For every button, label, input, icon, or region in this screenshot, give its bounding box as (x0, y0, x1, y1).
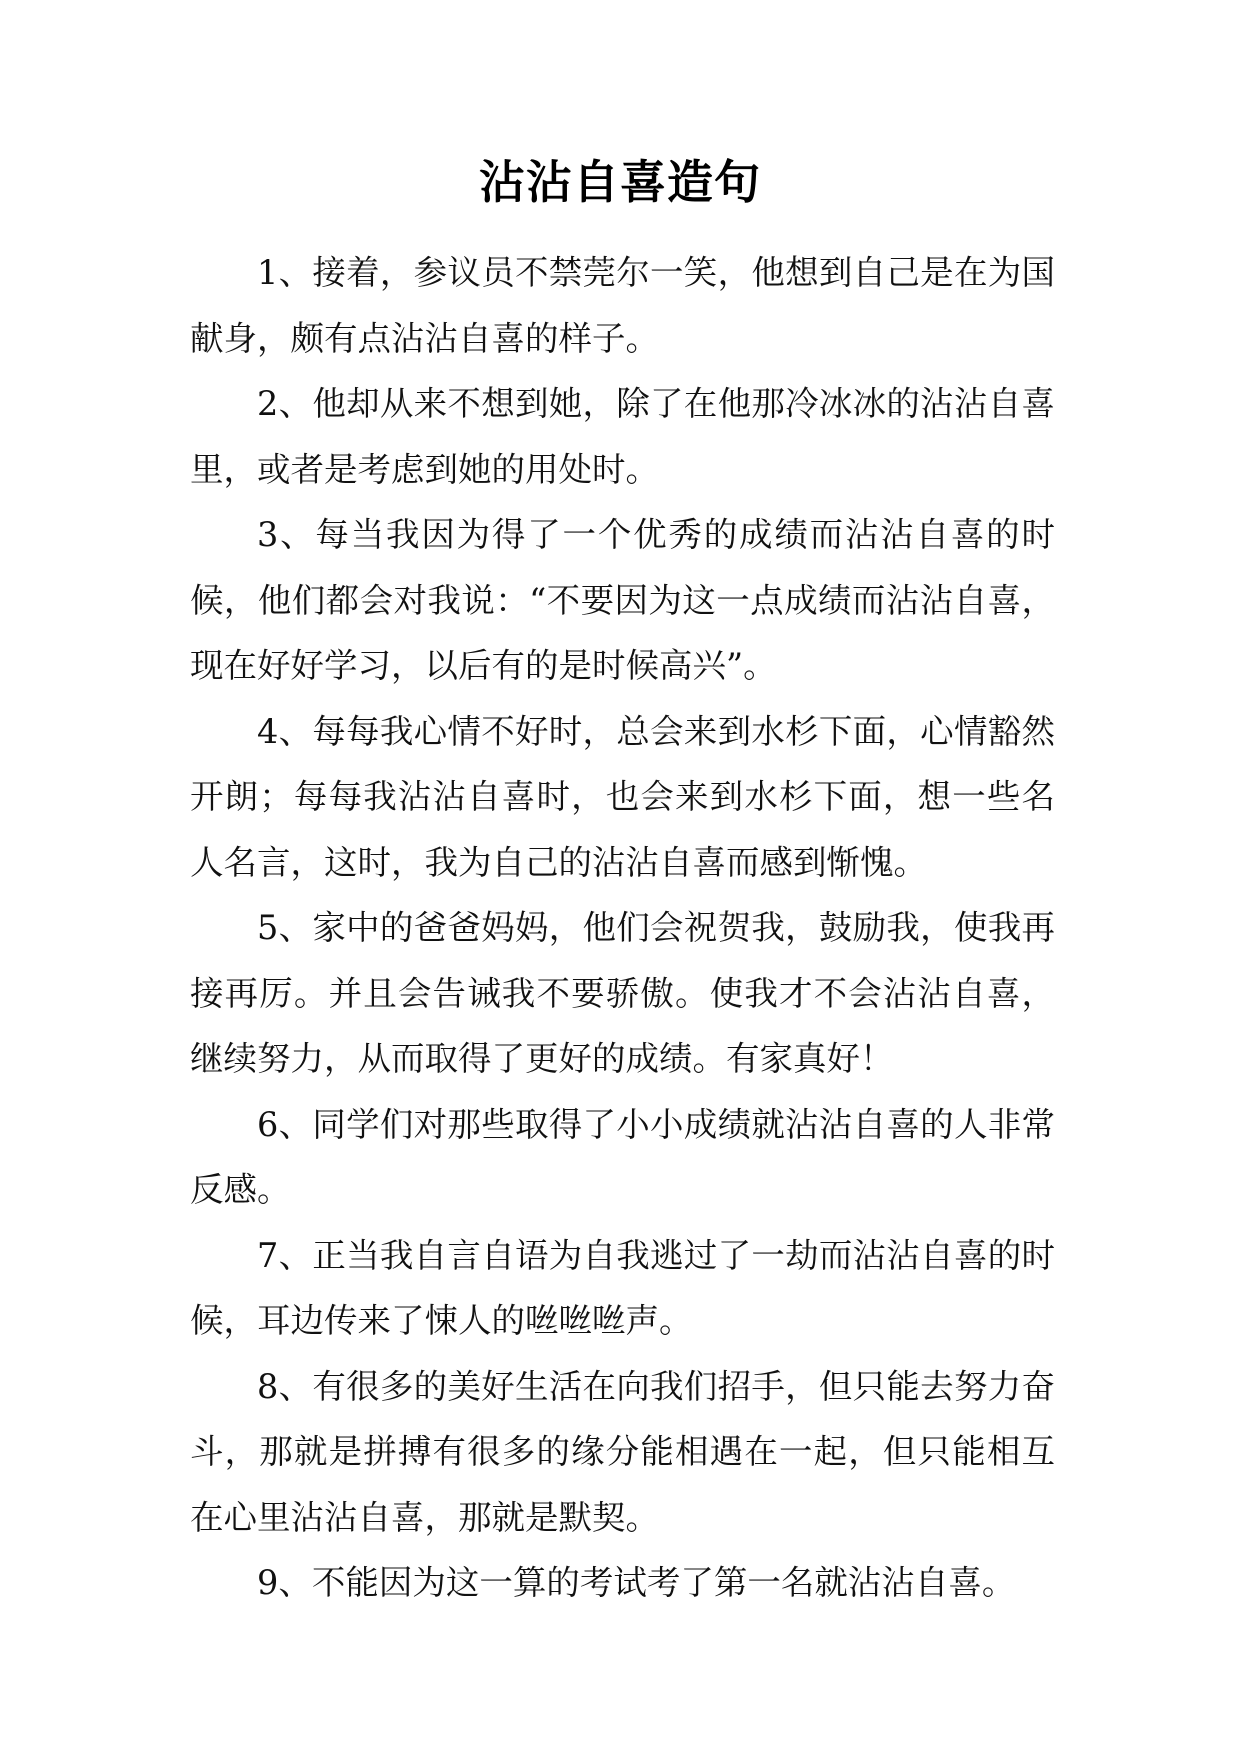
paragraph-7: 7、正当我自言自语为自我逃过了一劫而沾沾自喜的时候，耳边传来了悚人的咝咝咝声。 (190, 1235, 1055, 1340)
paragraph-8: 8、有很多的美好生活在向我们招手，但只能去努力奋斗，那就是拼搏有很多的缘分能相遇在一起，但只能相互在心里沾沾自喜，那就是默契。 (190, 1366, 1055, 1537)
paragraph-6: 6、同学们对那些取得了小小成绩就沾沾自喜的人非常反感。 (190, 1104, 1055, 1209)
paragraph-4: 4、每每我心情不好时，总会来到水杉下面，心情豁然开朗；每每我沾沾自喜时，也会来到水杉下面，想一些名人名言，这时，我为自己的沾沾自喜而感到惭愧。 (190, 711, 1055, 882)
paragraph-2: 2、他却从来不想到她，除了在他那冷冰冰的沾沾自喜里，或者是考虑到她的用处时。 (190, 384, 1055, 489)
paragraph-1: 1、接着，参议员不禁莞尔一笑，他想到自己是在为国献身，颇有点沾沾自喜的样子。 (190, 253, 1055, 358)
paragraph-5: 5、家中的爸爸妈妈，他们会祝贺我，鼓励我，使我再接再厉。并且会告诫我不要骄傲。使我才不会沾沾自喜，继续努力，从而取得了更好的成绩。有家真好！ (190, 908, 1055, 1078)
document-body (190, 240, 1055, 1616)
paragraph-3: 3、每当我因为得了一个优秀的成绩而沾沾自喜的时候，他们都会对我说：“不要因为这一点成绩而沾沾自喜，现在好好学习，以后有的是时候高兴”。 (190, 515, 1055, 685)
page-title: 沾沾自喜造句 (479, 155, 761, 209)
paragraph-9: 9、不能因为这一算的考试考了第一名就沾沾自喜。 (257, 1563, 1016, 1602)
